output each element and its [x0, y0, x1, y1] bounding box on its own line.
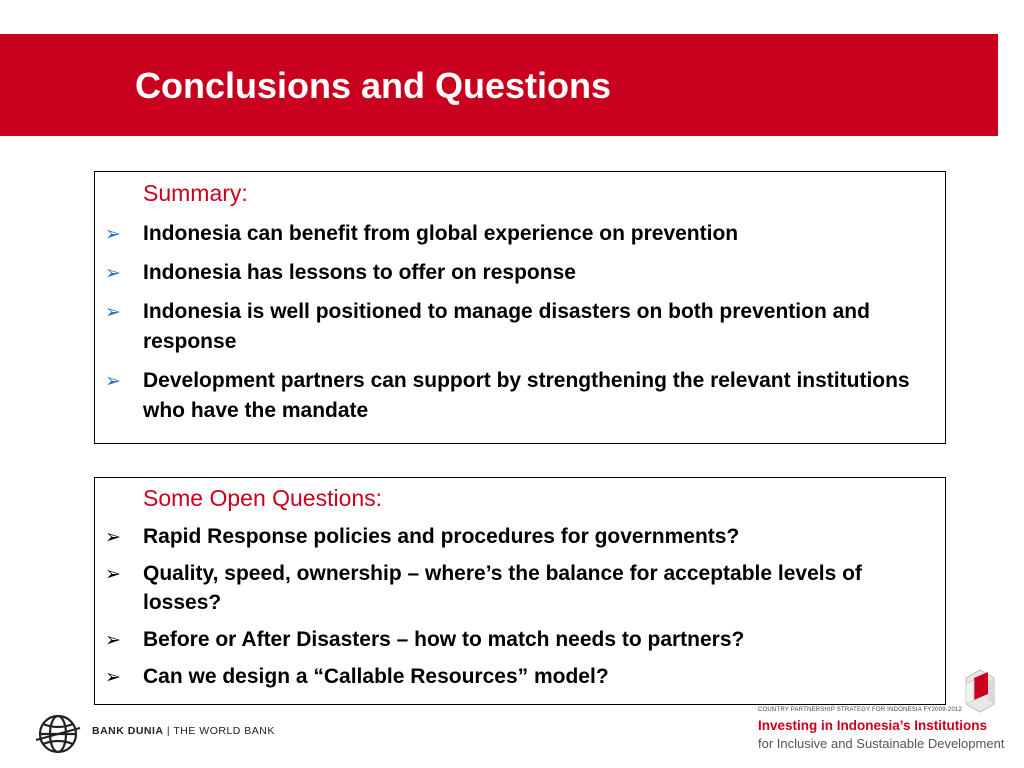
cps-strategy-line: COUNTRY PARTNERSHIP STRATEGY FOR INDONESIA FY2009-2012 [758, 707, 963, 713]
arrow-bullet-icon: ➢ [105, 224, 121, 245]
cps-subtitle: for Inclusive and Sustainable Development [758, 736, 1005, 751]
questions-box [94, 477, 946, 705]
arrow-bullet-icon: ➢ [105, 667, 121, 688]
cps-title: Investing in Indonesia’s Institutions [758, 718, 988, 733]
list-item: ➢ Can we design a “Callable Resources” model? [95, 662, 945, 691]
title-bar [0, 34, 998, 136]
arrow-bullet-icon: ➢ [105, 527, 121, 548]
arrow-bullet-icon: ➢ [105, 630, 121, 651]
list-item: ➢ Before or After Disasters – how to match needs to partners? [95, 625, 945, 654]
list-item: ➢ Rapid Response policies and procedures for governments? [95, 522, 945, 551]
list-item: ➢ Indonesia has lessons to offer on response [95, 258, 945, 288]
world-bank-globe-icon [34, 710, 82, 758]
arrow-bullet-icon: ➢ [105, 263, 121, 284]
footer-brand [92, 725, 275, 737]
brand-separator: | [163, 725, 174, 737]
list-item: ➢ Quality, speed, ownership – where’s the balance for acceptable levels of losses? [105, 562, 862, 614]
summary-heading: Summary: [143, 180, 248, 206]
cps-cube-logo-icon [962, 664, 998, 714]
list-item: ➢ Development partners can support by strengthening the relevant institutions who have the mandate [105, 369, 910, 422]
list-item: ➢ Indonesia is well positioned to manage disasters on both prevention and response [105, 300, 870, 353]
questions-list [95, 522, 945, 699]
arrow-bullet-icon: ➢ [105, 564, 121, 585]
slide-title: Conclusions and Questions [135, 65, 612, 106]
summary-box [94, 171, 946, 444]
questions-heading: Some Open Questions: [143, 485, 383, 511]
summary-list [95, 219, 945, 435]
brand-bold: BANK DUNIA [92, 725, 164, 737]
arrow-bullet-icon: ➢ [105, 371, 121, 392]
list-item: ➢ Indonesia can benefit from global experience on prevention [95, 219, 945, 249]
arrow-bullet-icon: ➢ [105, 302, 121, 323]
brand-rest: THE WORLD BANK [173, 725, 275, 737]
